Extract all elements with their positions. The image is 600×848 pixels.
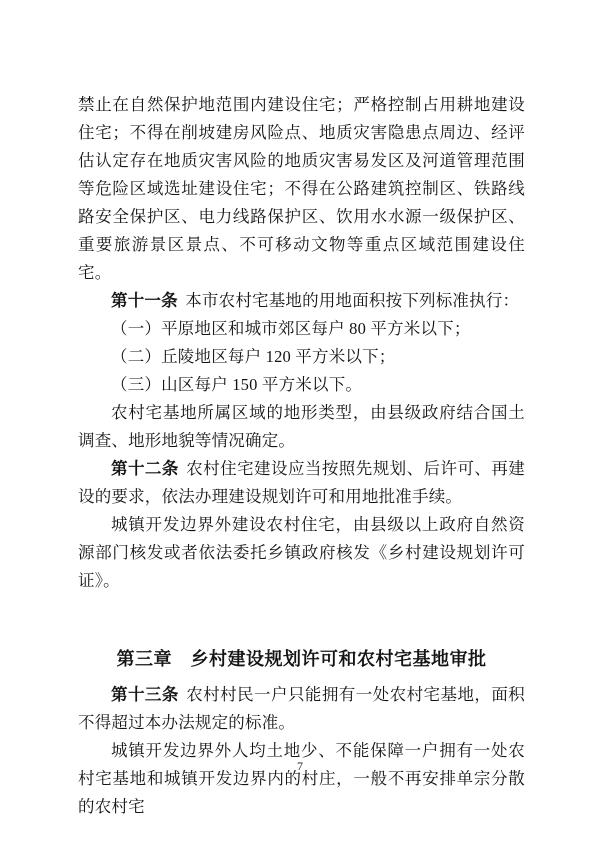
article-11-number: 第十一条: [111, 292, 178, 310]
list-item-hilly-area: （二）丘陵地区每户 120 平方米以下；: [111, 347, 396, 366]
list-item-mountain-area: （三）山区每户 150 平方米以下。: [111, 375, 363, 394]
article-12-text: 农村住宅建设应当按照先规划、后许可、再建设的要求，依法办理建设规划许可和用地批准手续。: [78, 459, 525, 506]
list-item-plain-area: （一）平原地区和城市郊区每户 80 平方米以下；: [111, 319, 471, 338]
article-12-number: 第十二条: [111, 460, 179, 478]
paragraph-planning-permit: 城镇开发边界外建设农村住宅，由县级以上政府自然资源部门核发或者依法委托乡镇政府核发《乡村建设规划许可证》。: [78, 515, 525, 590]
page-content: [78, 91, 525, 821]
article-11-text: 本市农村宅基地的用地面积按下列标准执行：: [185, 291, 520, 310]
article-13-number: 第十三条: [111, 686, 179, 704]
paragraph-article-12: [78, 455, 525, 511]
chapter-3-heading: 第三章 乡村建设规划许可和农村宅基地审批: [116, 649, 487, 669]
paragraph-terrain-type: 农村宅基地所属区域的地形类型，由县级政府结合国土调查、地形地貌等情况确定。: [78, 403, 525, 450]
paragraph-prohibited-zones: 禁止在自然保护地范围内建设住宅；严格控制占用耕地建设住宅；不得在削坡建房风险点、地质灾害隐患点周边、经评估认定存在地质灾害风险的地质灾害易发区及河道管理范围等危险区域选址建设住宅；不得在公路建筑控制区、铁路线路安全保护区、电力线路保护区、饮用水水源一级保护区、重要旅游景区景点、不可移动文物等重点区域范围建设住宅。: [78, 95, 525, 282]
paragraph-article-13: [78, 681, 525, 737]
page-number: 7: [297, 759, 303, 773]
article-13-text: 农村村民一户只能拥有一处农村宅基地，面积不得超过本办法规定的标准。: [78, 685, 525, 732]
paragraph-development-boundary: 城镇开发边界外人均土地少、不能保障一户拥有一处农村宅基地和城镇开发边界内的村庄，一般不再安排单宗分散的农村宅: [78, 741, 525, 816]
paragraph-article-11: [78, 287, 525, 315]
